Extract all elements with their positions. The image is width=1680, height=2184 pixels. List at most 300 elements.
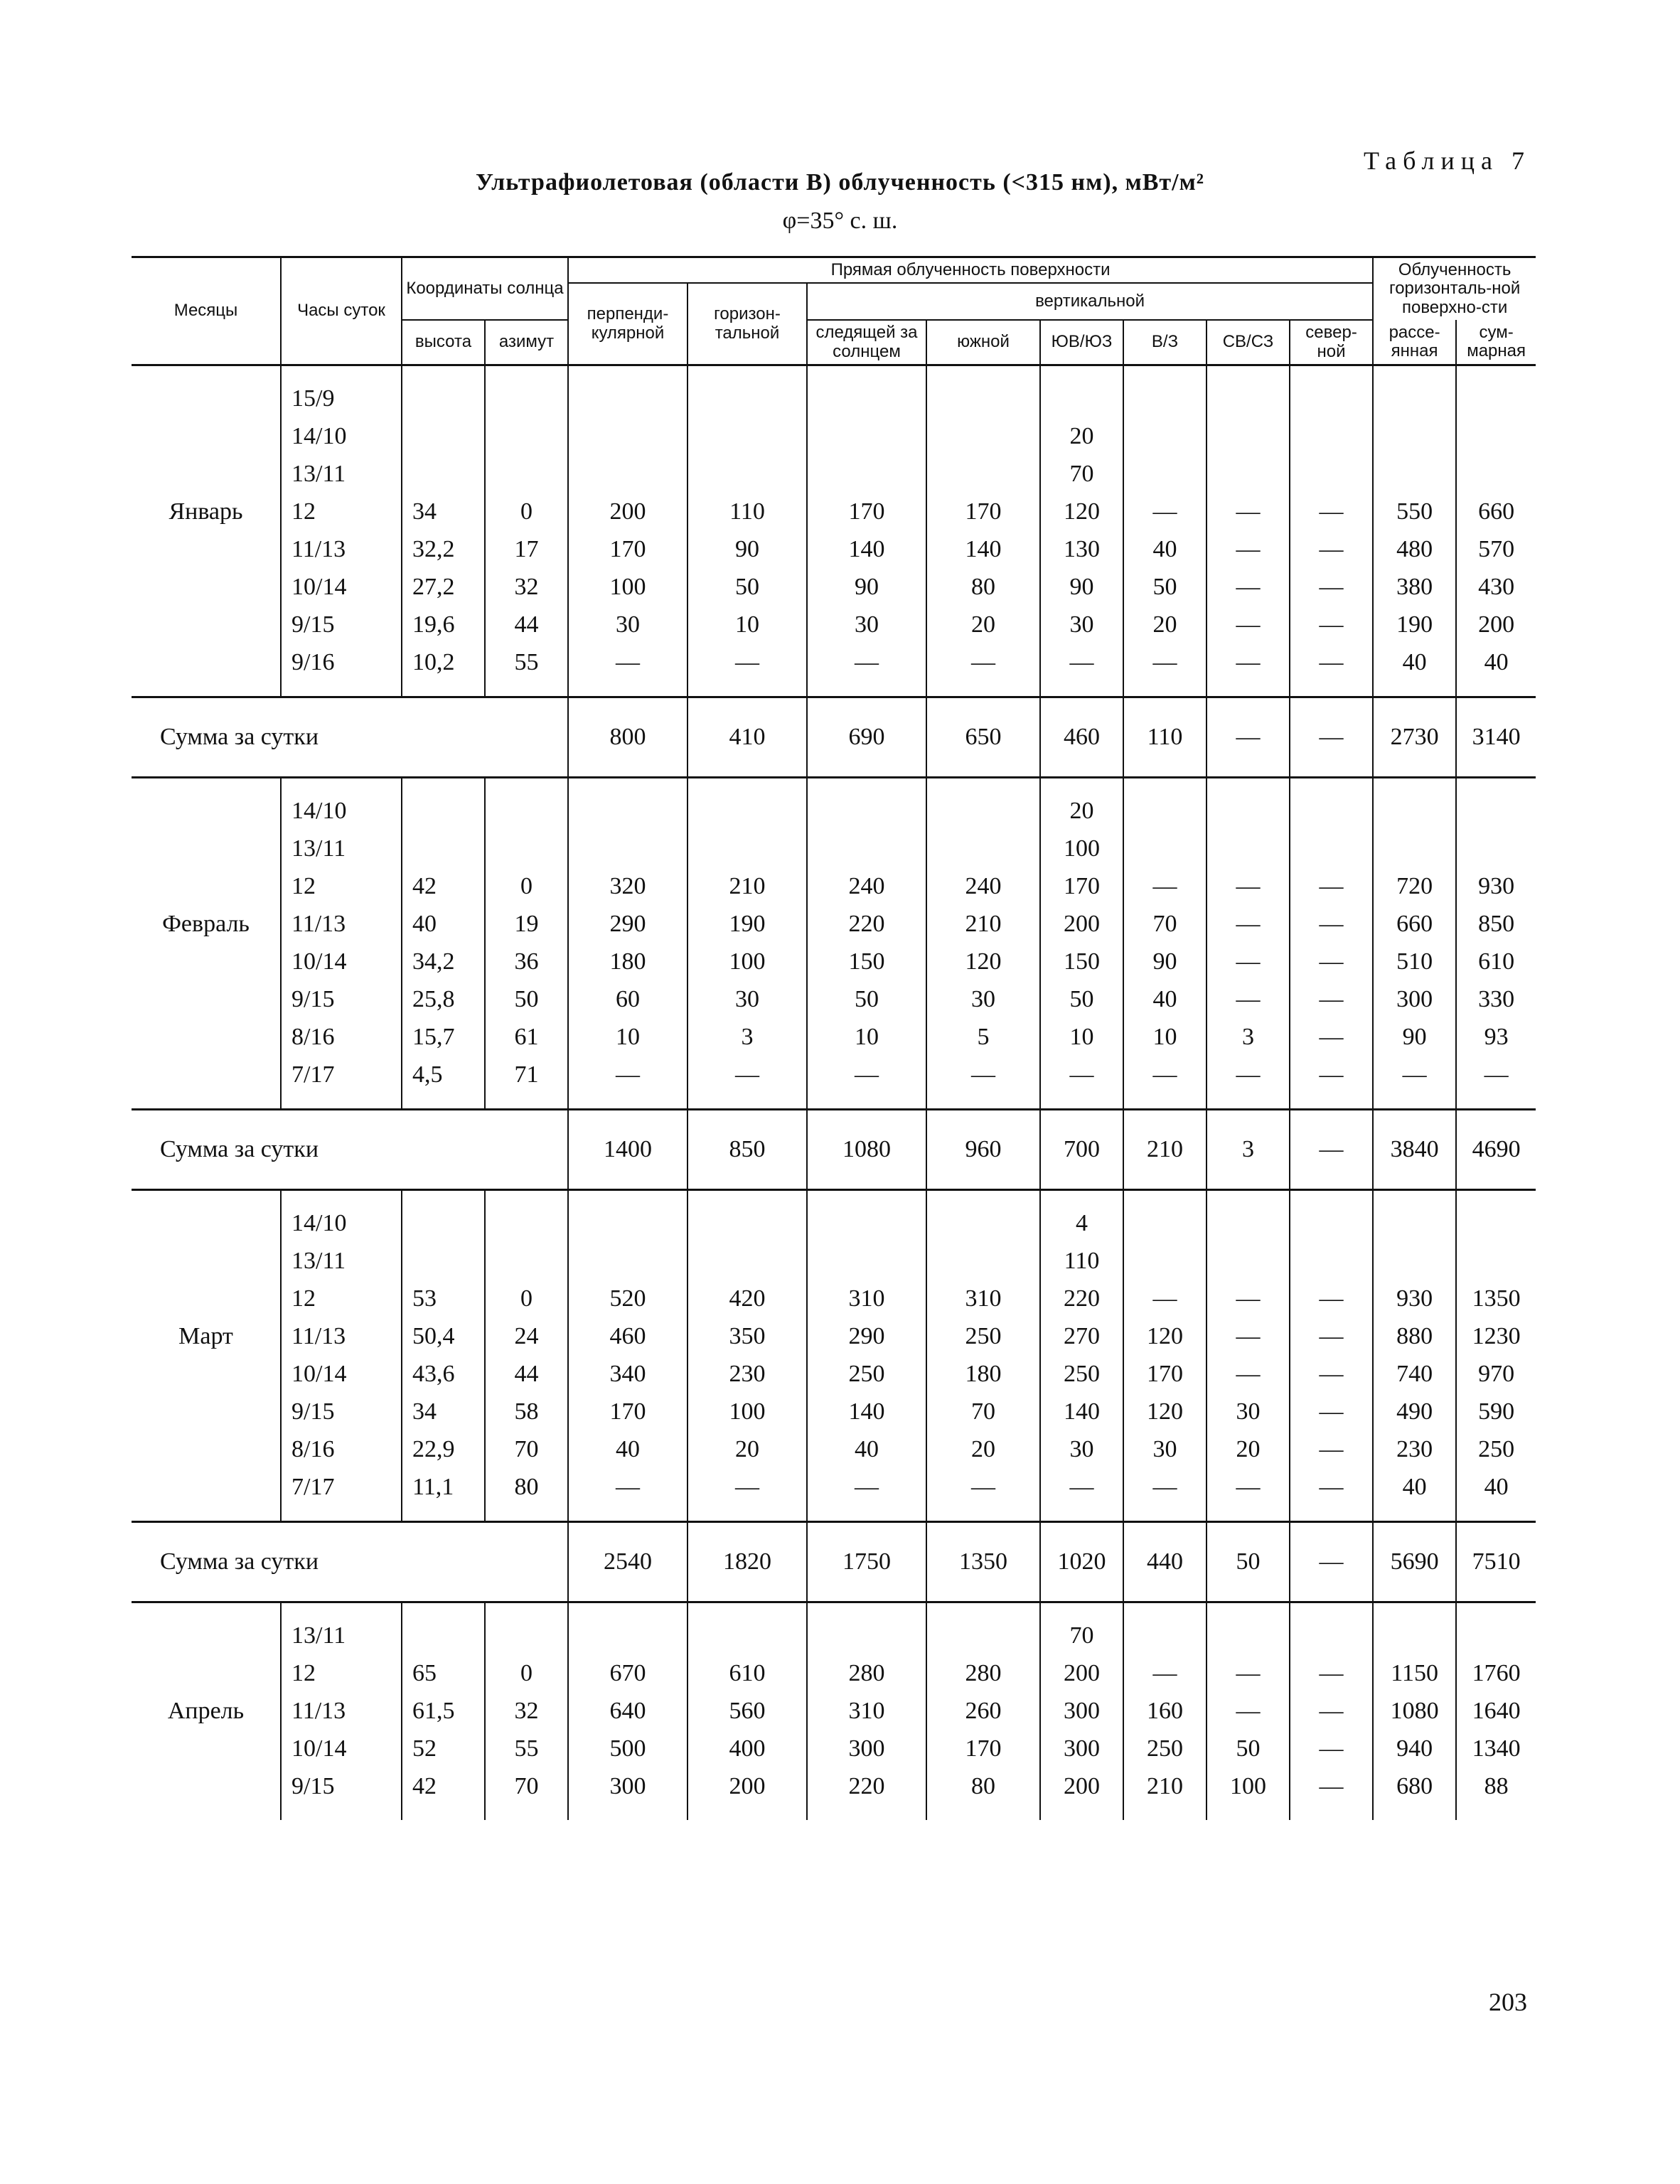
hours-cell: 7/17	[281, 1469, 402, 1506]
value-cell: —	[1290, 1318, 1373, 1356]
value-cell: 120	[1040, 493, 1123, 531]
month-cell	[132, 1469, 281, 1506]
value-cell	[1373, 1205, 1456, 1243]
value-cell: 65	[402, 1655, 485, 1693]
value-cell	[1290, 456, 1373, 493]
table-row	[132, 1205, 1536, 1243]
value-cell	[1123, 418, 1207, 456]
daily-sum-value: 2540	[568, 1521, 687, 1602]
daily-sum-value: 410	[687, 697, 807, 777]
value-cell	[1290, 1617, 1373, 1655]
value-cell	[485, 830, 568, 868]
value-cell: 40	[1123, 531, 1207, 569]
header-se-sw: ЮВ/ЮЗ	[1040, 320, 1123, 365]
value-cell: 90	[687, 531, 807, 569]
value-cell: 280	[807, 1655, 926, 1693]
value-cell: 44	[485, 1356, 568, 1393]
value-cell: 1080	[1373, 1693, 1456, 1730]
value-cell: 270	[1040, 1318, 1123, 1356]
hours-cell: 10/14	[281, 569, 402, 606]
daily-sum-value: 460	[1040, 697, 1123, 777]
value-cell: 19	[485, 906, 568, 943]
value-cell	[1207, 830, 1290, 868]
value-cell: 50,4	[402, 1318, 485, 1356]
value-cell: 100	[568, 569, 687, 606]
value-cell: —	[1040, 1469, 1123, 1506]
value-cell	[1373, 1243, 1456, 1280]
value-cell: 100	[687, 1393, 807, 1431]
value-cell: —	[1207, 1693, 1290, 1730]
value-cell: 310	[807, 1693, 926, 1730]
value-cell: 300	[1040, 1693, 1123, 1730]
value-cell: —	[1290, 1693, 1373, 1730]
value-cell	[1040, 380, 1123, 418]
table-number-label: Таблица 7	[1364, 146, 1531, 175]
hours-cell: 9/15	[281, 1768, 402, 1806]
daily-sum-value: 5690	[1373, 1521, 1456, 1602]
daily-sum-value: 3140	[1456, 697, 1536, 777]
value-cell: 220	[807, 1768, 926, 1806]
table-row	[132, 1318, 1536, 1356]
table-row	[132, 644, 1536, 682]
value-cell: 50	[1207, 1730, 1290, 1768]
value-cell: 70	[485, 1431, 568, 1469]
value-cell: 30	[1207, 1393, 1290, 1431]
daily-sum-value: 1400	[568, 1109, 687, 1189]
header-azimuth: азимут	[485, 320, 568, 365]
value-cell: 550	[1373, 493, 1456, 531]
daily-sum-value: 690	[807, 697, 926, 777]
value-cell: 300	[807, 1730, 926, 1768]
value-cell: 32	[485, 569, 568, 606]
header-diffuse: рассе-янная	[1373, 320, 1456, 365]
spacer-row	[132, 1806, 1536, 1820]
value-cell: 34	[402, 493, 485, 531]
header-vertical: вертикальной	[807, 283, 1373, 320]
value-cell	[402, 380, 485, 418]
value-cell	[926, 1205, 1040, 1243]
value-cell	[1456, 456, 1536, 493]
page-number: 203	[1489, 1988, 1527, 2016]
spacer-row	[132, 365, 1536, 380]
value-cell: 400	[687, 1730, 807, 1768]
value-cell: —	[1290, 569, 1373, 606]
value-cell: —	[926, 1056, 1040, 1094]
hours-cell: 10/14	[281, 943, 402, 981]
value-cell: 610	[687, 1655, 807, 1693]
table-row	[132, 1617, 1536, 1655]
value-cell: 30	[687, 981, 807, 1019]
header-e-w: В/З	[1123, 320, 1207, 365]
value-cell: —	[568, 644, 687, 682]
value-cell: —	[1290, 1280, 1373, 1318]
value-cell	[1290, 418, 1373, 456]
value-cell: 170	[926, 1730, 1040, 1768]
value-cell: —	[1123, 493, 1207, 531]
value-cell: —	[1207, 531, 1290, 569]
value-cell: 510	[1373, 943, 1456, 981]
daily-sum-value: —	[1290, 697, 1373, 777]
value-cell: 70	[1040, 1617, 1123, 1655]
table-row	[132, 1431, 1536, 1469]
header-direct-irradiance: Прямая облученность поверхности	[568, 257, 1373, 284]
month-cell	[132, 1205, 281, 1243]
value-cell: 150	[807, 943, 926, 981]
value-cell: 130	[1040, 531, 1123, 569]
hours-cell: 9/15	[281, 606, 402, 644]
value-cell: 120	[926, 943, 1040, 981]
value-cell	[1456, 1205, 1536, 1243]
value-cell: 200	[568, 493, 687, 531]
value-cell: 100	[1040, 830, 1123, 868]
value-cell: 30	[1040, 1431, 1123, 1469]
value-cell: 53	[402, 1280, 485, 1318]
table-row	[132, 1280, 1536, 1318]
value-cell: 25,8	[402, 981, 485, 1019]
value-cell: —	[1290, 531, 1373, 569]
hours-cell: 10/14	[281, 1356, 402, 1393]
month-cell	[132, 1056, 281, 1094]
value-cell: 250	[1123, 1730, 1207, 1768]
daily-sum-value: 1080	[807, 1109, 926, 1189]
value-cell: —	[1290, 906, 1373, 943]
header-horizontal: горизон-тальной	[687, 283, 807, 365]
value-cell: 300	[1040, 1730, 1123, 1768]
value-cell: 260	[926, 1693, 1040, 1730]
value-cell: 50	[485, 981, 568, 1019]
value-cell: 170	[1040, 868, 1123, 906]
value-cell: —	[1207, 1318, 1290, 1356]
value-cell	[926, 1243, 1040, 1280]
table-row	[132, 830, 1536, 868]
spacer-row	[132, 1602, 1536, 1617]
value-cell: 240	[926, 868, 1040, 906]
spacer-row	[132, 1094, 1536, 1110]
value-cell: 590	[1456, 1393, 1536, 1431]
value-cell	[1207, 1243, 1290, 1280]
value-cell: —	[1207, 1356, 1290, 1393]
value-cell: 280	[926, 1655, 1040, 1693]
value-cell: 90	[1040, 569, 1123, 606]
value-cell	[807, 418, 926, 456]
value-cell	[402, 1617, 485, 1655]
month-cell	[132, 1243, 281, 1280]
value-cell: 36	[485, 943, 568, 981]
value-cell: —	[926, 644, 1040, 682]
value-cell	[807, 1205, 926, 1243]
value-cell: —	[1290, 1393, 1373, 1431]
value-cell: 610	[1456, 943, 1536, 981]
month-cell	[132, 1356, 281, 1393]
table-row	[132, 1693, 1536, 1730]
value-cell: 310	[807, 1280, 926, 1318]
value-cell: 230	[1373, 1431, 1456, 1469]
value-cell: —	[1290, 1469, 1373, 1506]
hours-cell: 9/15	[281, 981, 402, 1019]
value-cell: 290	[807, 1318, 926, 1356]
table-row	[132, 1393, 1536, 1431]
daily-sum-value: 210	[1123, 1109, 1207, 1189]
value-cell: 240	[807, 868, 926, 906]
value-cell	[687, 830, 807, 868]
value-cell: 50	[1123, 569, 1207, 606]
hours-cell: 14/10	[281, 418, 402, 456]
value-cell: 170	[568, 531, 687, 569]
value-cell: 1640	[1456, 1693, 1536, 1730]
hours-cell: 13/11	[281, 1243, 402, 1280]
value-cell: —	[1290, 606, 1373, 644]
value-cell	[1290, 1243, 1373, 1280]
value-cell	[1373, 1617, 1456, 1655]
value-cell	[1373, 456, 1456, 493]
value-cell	[807, 1617, 926, 1655]
daily-sum-value: 1350	[926, 1521, 1040, 1602]
value-cell: 160	[1123, 1693, 1207, 1730]
value-cell: —	[1290, 1056, 1373, 1094]
hours-cell: 8/16	[281, 1019, 402, 1056]
value-cell	[568, 1617, 687, 1655]
value-cell: —	[687, 644, 807, 682]
value-cell: —	[1207, 1280, 1290, 1318]
daily-sum-value: 110	[1123, 697, 1207, 777]
value-cell: 90	[807, 569, 926, 606]
value-cell: —	[1290, 1019, 1373, 1056]
value-cell: 180	[926, 1356, 1040, 1393]
table-title: Ультрафиолетовая (области В) облученность (<315 нм), мВт/м²	[476, 169, 1204, 196]
value-cell: 200	[1040, 1768, 1123, 1806]
value-cell: 15,7	[402, 1019, 485, 1056]
header-sun-tracking: следящей за солнцем	[807, 320, 926, 365]
value-cell: 50	[687, 569, 807, 606]
hours-cell: 12	[281, 868, 402, 906]
value-cell: 70	[1040, 456, 1123, 493]
value-cell: 170	[807, 493, 926, 531]
daily-sum-value: 1820	[687, 1521, 807, 1602]
value-cell	[1123, 793, 1207, 830]
value-cell	[1207, 793, 1290, 830]
value-cell	[568, 1205, 687, 1243]
value-cell: 300	[1373, 981, 1456, 1019]
value-cell: 30	[1040, 606, 1123, 644]
value-cell: 80	[926, 1768, 1040, 1806]
month-name: Январь	[132, 493, 281, 531]
value-cell: —	[1290, 943, 1373, 981]
value-cell	[926, 380, 1040, 418]
value-cell: 880	[1373, 1318, 1456, 1356]
month-cell	[132, 793, 281, 830]
value-cell	[485, 1243, 568, 1280]
value-cell	[687, 456, 807, 493]
header-altitude: высота	[402, 320, 485, 365]
value-cell: 80	[485, 1469, 568, 1506]
month-cell	[132, 531, 281, 569]
hours-cell: 8/16	[281, 1431, 402, 1469]
value-cell: 40	[1456, 1469, 1536, 1506]
value-cell: 30	[807, 606, 926, 644]
value-cell: 460	[568, 1318, 687, 1356]
value-cell: 180	[568, 943, 687, 981]
value-cell: 20	[1040, 418, 1123, 456]
hours-cell: 12	[281, 493, 402, 531]
value-cell: 100	[687, 943, 807, 981]
value-cell: 970	[1456, 1356, 1536, 1393]
table-body	[132, 365, 1536, 1820]
table-row	[132, 1730, 1536, 1768]
daily-sum-value: 850	[687, 1109, 807, 1189]
value-cell	[1290, 1205, 1373, 1243]
value-cell: 3	[1207, 1019, 1290, 1056]
value-cell	[687, 380, 807, 418]
value-cell: 71	[485, 1056, 568, 1094]
value-cell: 20	[687, 1431, 807, 1469]
hours-cell: 13/11	[281, 456, 402, 493]
value-cell	[1456, 830, 1536, 868]
value-cell: 0	[485, 1655, 568, 1693]
value-cell: 520	[568, 1280, 687, 1318]
value-cell: 3	[687, 1019, 807, 1056]
value-cell: 230	[687, 1356, 807, 1393]
value-cell: 70	[1123, 906, 1207, 943]
value-cell: —	[1207, 868, 1290, 906]
value-cell	[1290, 793, 1373, 830]
value-cell: 90	[1123, 943, 1207, 981]
value-cell: 140	[807, 1393, 926, 1431]
value-cell: 480	[1373, 531, 1456, 569]
value-cell: —	[1123, 1655, 1207, 1693]
value-cell	[807, 380, 926, 418]
value-cell: —	[1290, 981, 1373, 1019]
value-cell	[1207, 1617, 1290, 1655]
value-cell	[1123, 380, 1207, 418]
value-cell: 80	[926, 569, 1040, 606]
header-months: Месяцы	[132, 257, 281, 365]
value-cell: 670	[568, 1655, 687, 1693]
value-cell: 55	[485, 644, 568, 682]
value-cell: 4	[1040, 1205, 1123, 1243]
value-cell: —	[1290, 868, 1373, 906]
value-cell	[568, 418, 687, 456]
hours-cell: 13/11	[281, 830, 402, 868]
value-cell: 20	[1207, 1431, 1290, 1469]
value-cell	[402, 1243, 485, 1280]
value-cell: 190	[687, 906, 807, 943]
value-cell	[568, 830, 687, 868]
value-cell	[568, 1243, 687, 1280]
value-cell: —	[1207, 1655, 1290, 1693]
value-cell: 210	[926, 906, 1040, 943]
value-cell: 70	[485, 1768, 568, 1806]
value-cell: 5	[926, 1019, 1040, 1056]
value-cell: 340	[568, 1356, 687, 1393]
value-cell	[1123, 1617, 1207, 1655]
value-cell: 210	[1123, 1768, 1207, 1806]
value-cell: 220	[1040, 1280, 1123, 1318]
value-cell: —	[926, 1469, 1040, 1506]
daily-sum-value: 650	[926, 697, 1040, 777]
value-cell: 30	[568, 606, 687, 644]
header-sun-coordinates: Координаты солнца	[402, 257, 568, 321]
value-cell: 720	[1373, 868, 1456, 906]
value-cell: 50	[1040, 981, 1123, 1019]
value-cell: 55	[485, 1730, 568, 1768]
value-cell: 10	[568, 1019, 687, 1056]
month-cell	[132, 569, 281, 606]
value-cell: —	[1290, 644, 1373, 682]
value-cell	[687, 793, 807, 830]
table-row	[132, 606, 1536, 644]
value-cell	[1207, 456, 1290, 493]
value-cell: 140	[1040, 1393, 1123, 1431]
value-cell	[687, 1243, 807, 1280]
value-cell: 32	[485, 1693, 568, 1730]
table-row	[132, 1056, 1536, 1094]
value-cell: 250	[1040, 1356, 1123, 1393]
value-cell: 20	[1040, 793, 1123, 830]
value-cell: 380	[1373, 569, 1456, 606]
value-cell: —	[1207, 569, 1290, 606]
value-cell: 850	[1456, 906, 1536, 943]
daily-sum-value: —	[1290, 1521, 1373, 1602]
value-cell	[1123, 1243, 1207, 1280]
table-row	[132, 1243, 1536, 1280]
hours-cell: 9/16	[281, 644, 402, 682]
daily-sum-value: 440	[1123, 1521, 1207, 1602]
value-cell: 10	[807, 1019, 926, 1056]
daily-sum-value: 1020	[1040, 1521, 1123, 1602]
value-cell: 10,2	[402, 644, 485, 682]
header-hours: Часы суток	[281, 257, 402, 365]
value-cell: —	[1290, 1730, 1373, 1768]
daily-sum-label: Сумма за сутки	[132, 1109, 568, 1189]
table-row	[132, 531, 1536, 569]
value-cell: —	[1373, 1056, 1456, 1094]
value-cell	[926, 830, 1040, 868]
value-cell: 40	[807, 1431, 926, 1469]
month-cell	[132, 418, 281, 456]
value-cell: 24	[485, 1318, 568, 1356]
value-cell: 330	[1456, 981, 1536, 1019]
value-cell: 930	[1456, 868, 1536, 906]
daily-sum-value: 700	[1040, 1109, 1123, 1189]
value-cell: 570	[1456, 531, 1536, 569]
month-cell	[132, 456, 281, 493]
value-cell: 740	[1373, 1356, 1456, 1393]
value-cell: 120	[1123, 1393, 1207, 1431]
value-cell: 60	[568, 981, 687, 1019]
month-cell	[132, 1280, 281, 1318]
table-row	[132, 380, 1536, 418]
value-cell	[485, 418, 568, 456]
value-cell: 1350	[1456, 1280, 1536, 1318]
value-cell: 22,9	[402, 1431, 485, 1469]
value-cell: —	[1207, 1056, 1290, 1094]
value-cell: 40	[568, 1431, 687, 1469]
value-cell: —	[1290, 1655, 1373, 1693]
value-cell: 90	[1373, 1019, 1456, 1056]
value-cell: —	[807, 644, 926, 682]
value-cell	[926, 1617, 1040, 1655]
month-cell	[132, 606, 281, 644]
hours-cell: 7/17	[281, 1056, 402, 1094]
value-cell	[1456, 1243, 1536, 1280]
header-south: южной	[926, 320, 1040, 365]
value-cell: 210	[687, 868, 807, 906]
value-cell: —	[1123, 1280, 1207, 1318]
month-cell	[132, 1019, 281, 1056]
value-cell: 640	[568, 1693, 687, 1730]
value-cell: —	[1040, 644, 1123, 682]
value-cell: 17	[485, 531, 568, 569]
